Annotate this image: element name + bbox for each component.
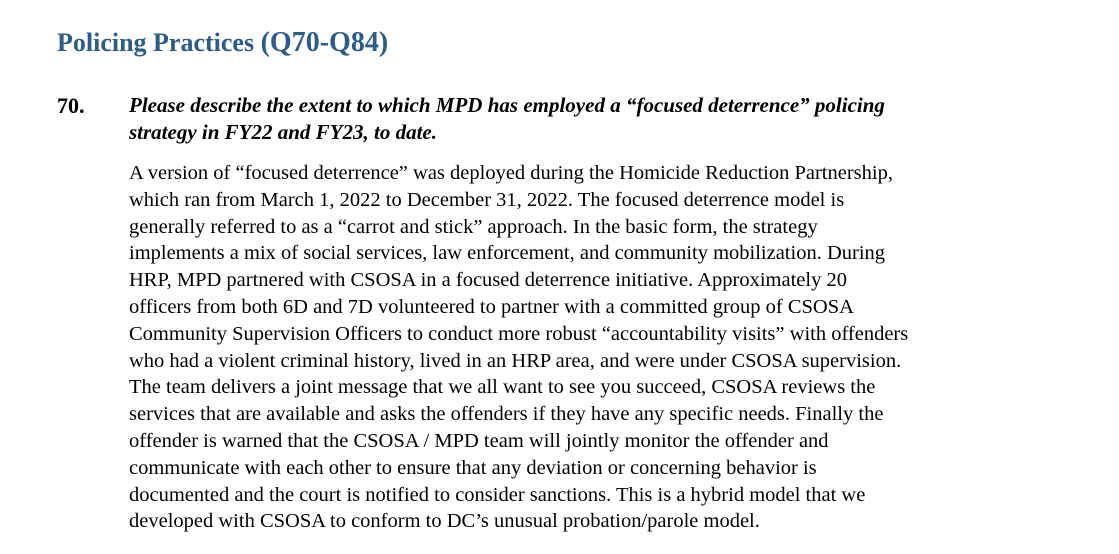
section-heading [57, 26, 388, 60]
answer-line: offender is warned that the CSOSA / MPD team will jointly monitor the offender and [129, 429, 829, 452]
question-number: 70. [57, 93, 85, 118]
answer-line: documented and the court is notified to consider sanctions. This is a hybrid model that we [129, 483, 866, 506]
answer-line: officers from both 6D and 7D volunteered to partner with a committed group of CSOSA [129, 295, 854, 318]
answer-line: services that are available and asks the offenders if they have any specific needs. Finally the [129, 403, 884, 426]
question-line: Please describe the extent to which MPD has employed a “focused deterrence” policing [129, 93, 885, 117]
answer-line: implements a mix of social services, law enforcement, and community mobilization. During [129, 242, 886, 265]
question-text [129, 92, 1029, 146]
answer-line: developed with CSOSA to conform to DC’s unusual probation/parole model. [129, 510, 760, 533]
answer-paragraph [129, 160, 1089, 535]
answer-line: Community Supervision Officers to conduct more robust “accountability visits” with offenders [129, 322, 909, 345]
section-question-range: (Q70-Q84) [260, 27, 389, 58]
answer-line: communicate with each other to ensure that any deviation or concerning behavior is [129, 456, 817, 479]
answer-line: which ran from March 1, 2022 to December 31, 2022. The focused deterrence model is [129, 188, 845, 211]
answer-line: who had a violent criminal history, lived in an HRP area, and were under CSOSA supervision. [129, 349, 902, 372]
answer-line: The team delivers a joint message that we all want to see you succeed, CSOSA reviews the [129, 376, 876, 399]
section-title: Policing Practices [57, 28, 255, 57]
answer-line: HRP, MPD partnered with CSOSA in a focused deterrence initiative. Approximately 20 [129, 269, 847, 292]
answer-line: generally referred to as a “carrot and stick” approach. In the basic form, the strategy [129, 215, 818, 238]
answer-line: A version of “focused deterrence” was deployed during the Homicide Reduction Partnership, [129, 162, 893, 184]
question-line: strategy in FY22 and FY23, to date. [129, 120, 438, 144]
